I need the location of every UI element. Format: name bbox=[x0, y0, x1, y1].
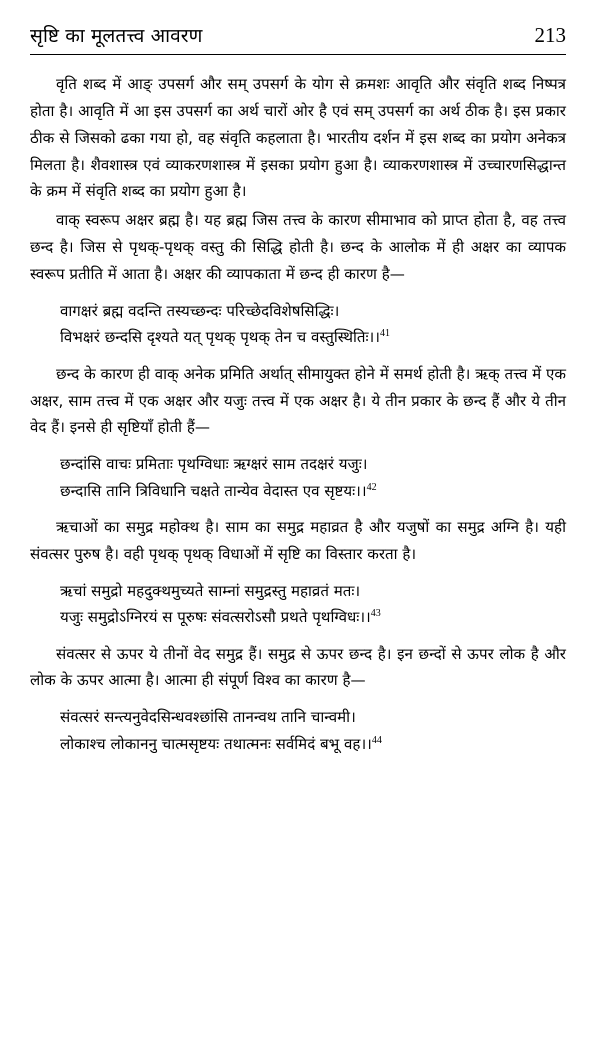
verse-line bbox=[30, 731, 566, 757]
verse-line bbox=[30, 604, 566, 630]
verse-block bbox=[30, 298, 566, 351]
verse-line-text: छन्दासि तानि त्रिविधानि चक्षते तान्येव वेदास्त एव सृष्टयः।। bbox=[60, 481, 367, 500]
verse-line: छन्दांसि वाचः प्रमिताः पृथग्विधाः ऋग्क्षरं साम तदक्षरं यजुः। bbox=[60, 455, 368, 474]
verse-block bbox=[30, 451, 566, 504]
paragraph: छन्द के कारण ही वाक् अनेक प्रमिति अर्थात् सीमायुक्त होने में समर्थ होती है। ऋक् तत्त्व में एक अक्षर, साम तत्त्व में एक अक्षर और यजुः तत्त्व में एक अक्षर है। ये तीन प्रकार के छन्द हैं और ये तीन वेद हैं। इनसे ही सृष्टियाँ होती हैं— bbox=[30, 364, 566, 437]
page-body bbox=[30, 71, 566, 757]
verse-block bbox=[30, 704, 566, 757]
footnote-marker: 44 bbox=[371, 734, 382, 746]
page-header bbox=[30, 22, 566, 48]
footnote-marker: 43 bbox=[370, 608, 381, 620]
paragraph: ऋचाओं का समुद्र महोक्थ है। साम का समुद्र महाव्रत है और यजुषों का समुद्र अग्नि है। यही संवत्सर पुरुष है। वही पृथक् पृथक् विधाओं में सृष्टि का विस्तार करता है। bbox=[30, 518, 566, 563]
paragraph: वृति शब्द में आङ् उपसर्ग और सम् उपसर्ग के योग से क्रमशः आवृति और संवृति शब्द निष्पत्र होता है। आवृति में आ इस उपसर्ग का अर्थ चारों ओर है एवं सम् उपसर्ग का अर्थ ठीक है। इस प्रकार ठीक से जिसको ढका गया हो, वह संवृति कहलाता है। भारतीय दर्शन में इस शब्द का प्रयोग अनेकत्र मिलता है। शैवशास्त्र एवं व्याकरणशास्त्र में इसका प्रयोग हुआ है। व्याकरणशास्त्र में उच्चारणसिद्धान्त के क्रम में संवृति शब्द का प्रयोग हुआ है। bbox=[30, 75, 566, 201]
footnote-marker: 42 bbox=[366, 481, 377, 493]
page-number: 213 bbox=[534, 23, 566, 47]
running-head-title: सृष्टि का मूलतत्त्व आवरण bbox=[30, 25, 203, 47]
verse-line: ऋचां समुद्रो महदुक्थमुच्यते साम्नां समुद्रस्तु महाव्रतं मतः। bbox=[60, 581, 361, 600]
verse-line bbox=[30, 478, 566, 504]
verse-line: वागक्षरं ब्रह्म वदन्ति तस्यच्छन्दः परिच्छेदविशेषसिद्धिः। bbox=[60, 301, 340, 320]
verse-block bbox=[30, 578, 566, 631]
paragraph: संवत्सर से ऊपर ये तीनों वेद समुद्र हैं। समुद्र से ऊपर छन्द है। इन छन्दों से ऊपर लोक है और लोक के ऊपर आत्मा है। आत्मा ही संपूर्ण विश्व का कारण है— bbox=[30, 644, 566, 690]
header-divider bbox=[30, 54, 566, 55]
verse-line-text: विभक्षरं छन्दसि दृश्यते यत् पृथक् पृथक् तेन च वस्तुस्थितिः।। bbox=[60, 328, 380, 347]
paragraph: वाक् स्वरूप अक्षर ब्रह्म है। यह ब्रह्म जिस तत्त्व के कारण सीमाभाव को प्राप्त होता है, वह तत्त्व छन्द है। जिस से पृथक्-पृथक् वस्तु की सिद्धि होती है। छन्द के आलोक में ही अक्षर का व्यापक स्वरूप प्रतीति में आता है। अक्षर की व्यापकाता में छन्द ही कारण है— bbox=[30, 211, 566, 284]
verse-line: संवत्सरं सन्त्यनुवेदसिन्धवश्छांसि तानन्वथ तानि चान्वमी। bbox=[60, 708, 356, 727]
verse-line-text: लोकाश्च लोकाननु चात्मसृष्टयः तथात्मनः सर्वमिदं बभू वह।। bbox=[60, 734, 372, 753]
verse-line bbox=[30, 324, 566, 350]
footnote-marker: 41 bbox=[380, 328, 390, 340]
verse-line-text: यजुः समुद्रोऽग्निरयं स पूरुषः संवत्सरोऽसौ प्रथते पृथग्विधः।। bbox=[60, 608, 371, 627]
